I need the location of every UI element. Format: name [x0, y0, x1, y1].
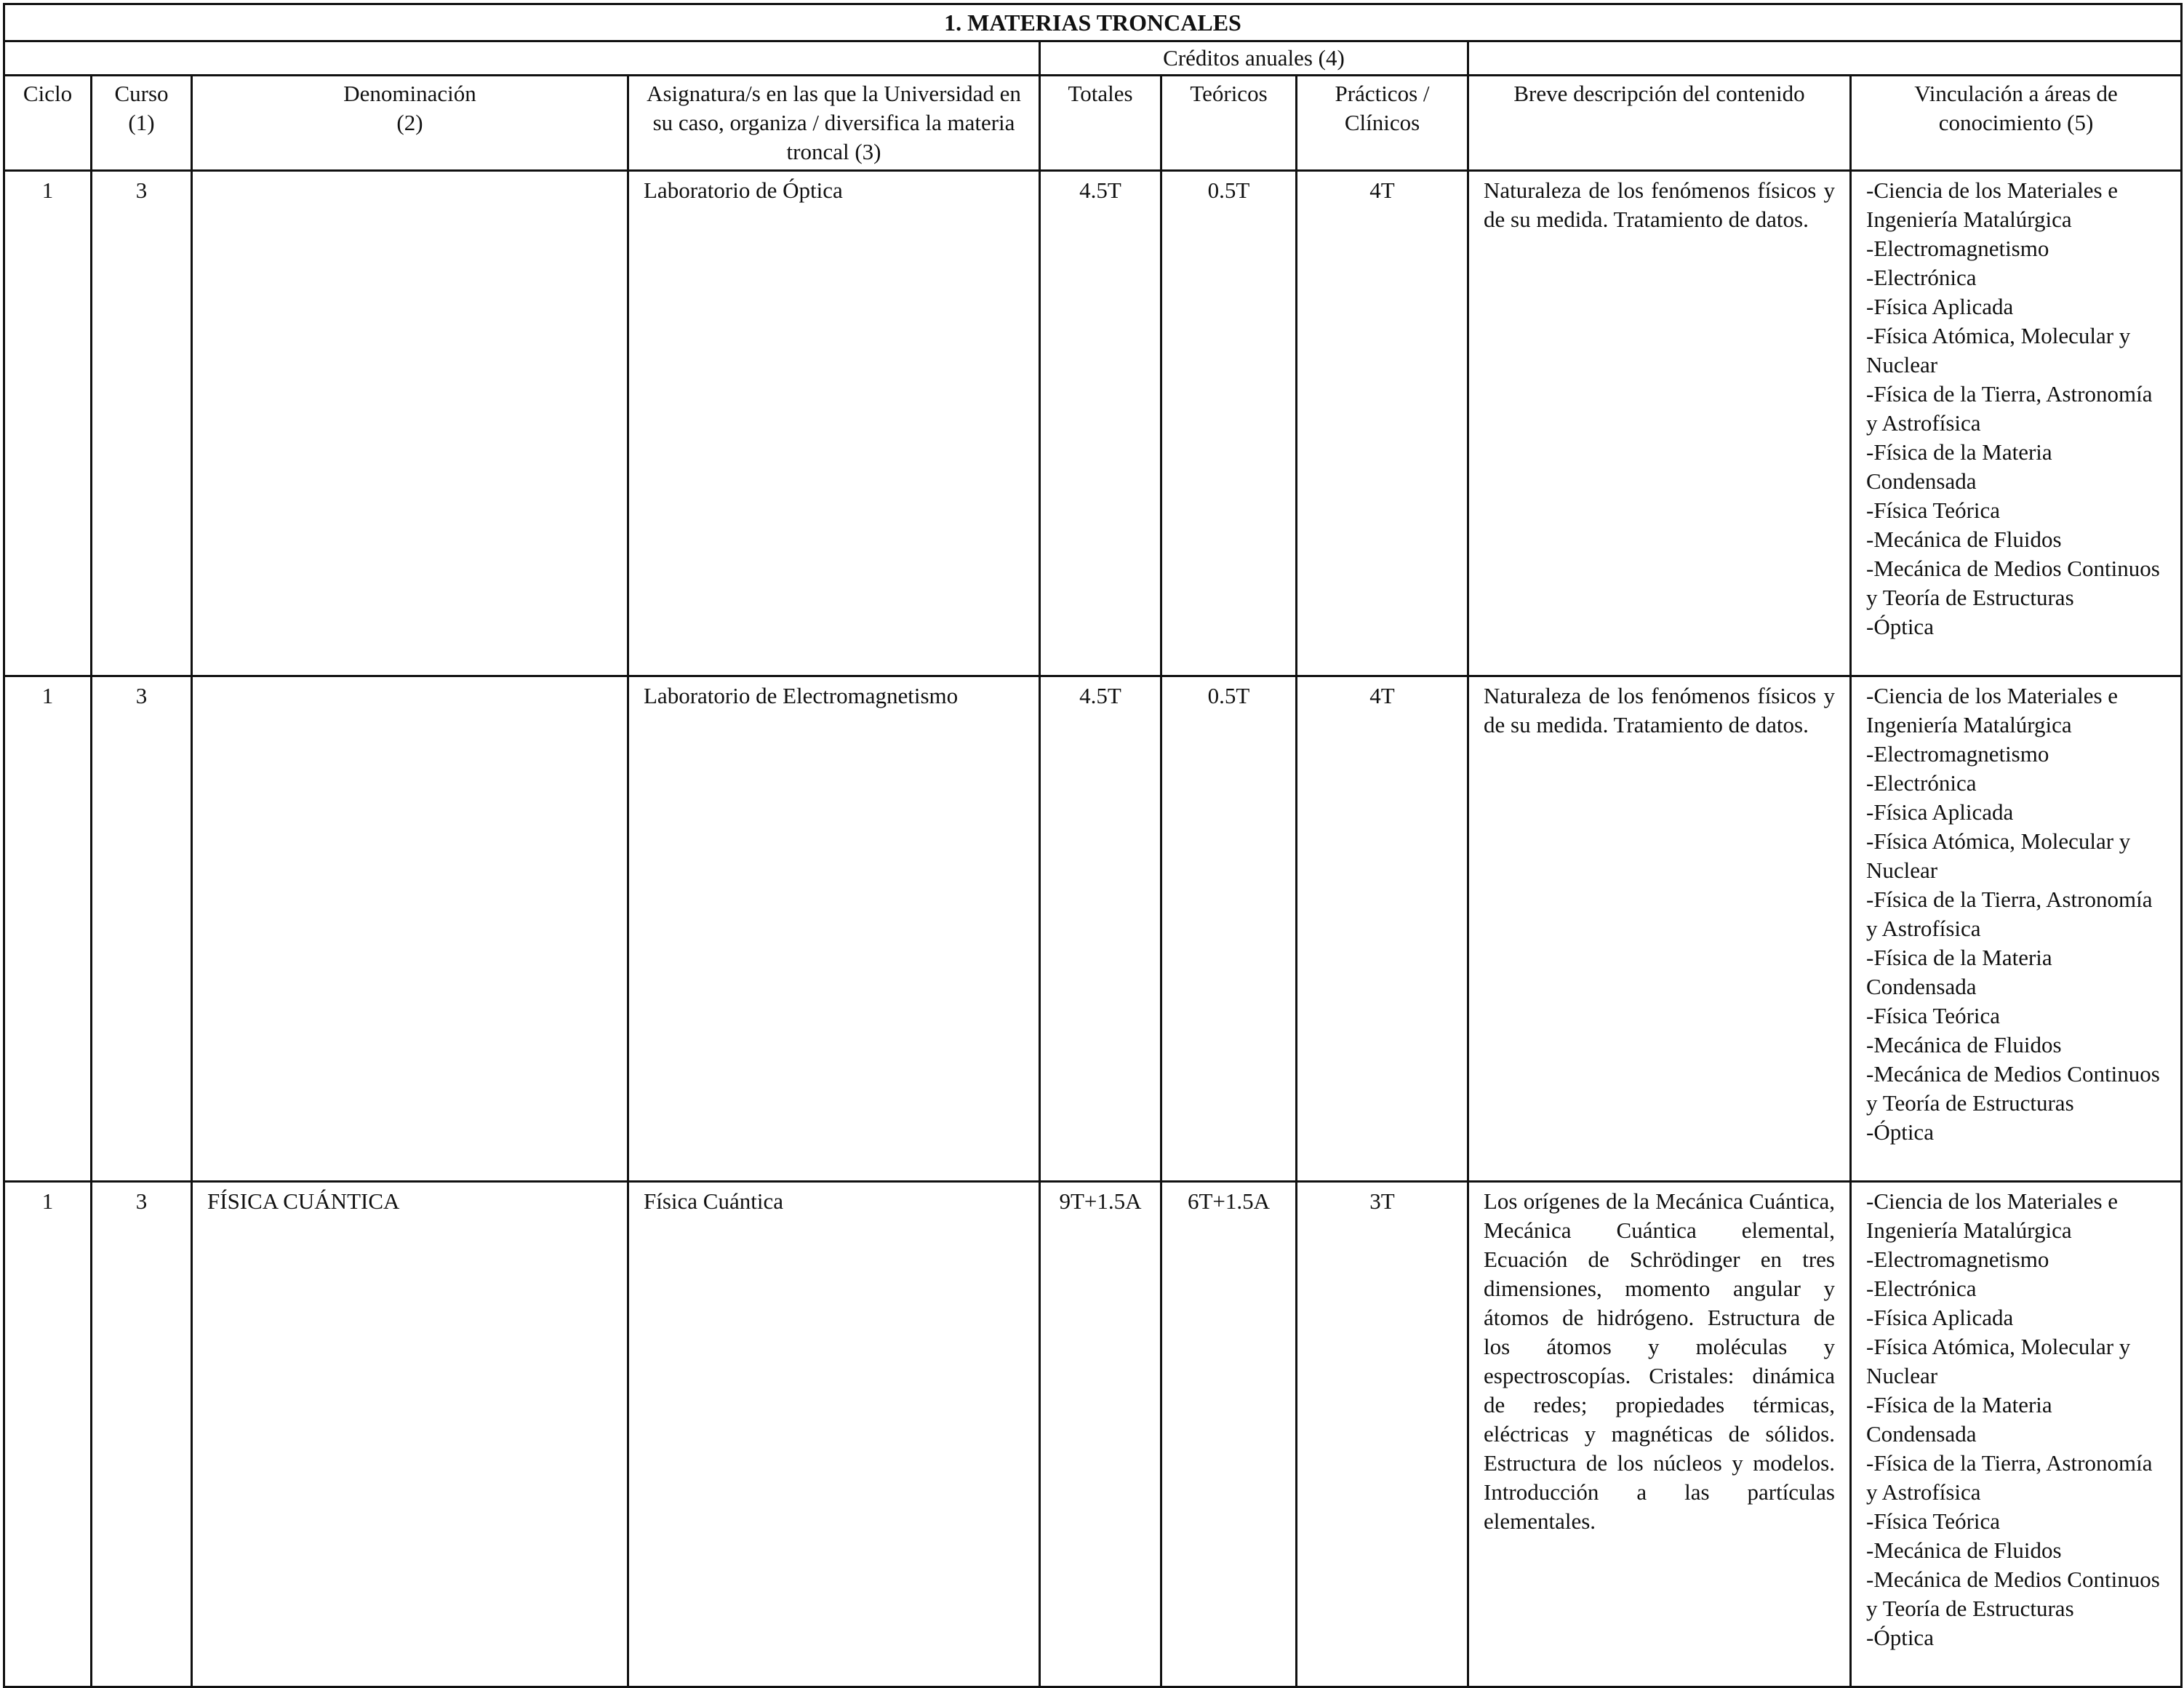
area-item: -Óptica	[1866, 1119, 1934, 1145]
area-item: -Mecánica de Fluidos	[1866, 1032, 2062, 1057]
teoricos-cell: 6T+1.5A	[1161, 1182, 1297, 1687]
areas-cell	[1851, 1182, 2182, 1687]
asignatura-cell: Física Cuántica	[628, 1182, 1040, 1687]
practicos-cell: 4T	[1297, 171, 1468, 676]
area-item: -Electromagnetismo	[1866, 1247, 2049, 1272]
header-asignatura: Asignatura/s en las que la Universidad en su caso, organiza / diversifica la materia troncal (3)	[628, 76, 1040, 171]
curso-cell: 3	[92, 1182, 192, 1687]
descripcion-cell: Naturaleza de los fenómenos físicos y de su medida. Tratamiento de datos.	[1468, 171, 1851, 676]
totales-cell: 4.5T	[1040, 171, 1161, 676]
area-item: -Electromagnetismo	[1866, 236, 2049, 261]
area-item: -Ciencia de los Materiales e Ingeniería Matalúrgica	[1866, 1188, 2119, 1243]
area-item: -Física Atómica, Molecular y Nuclear	[1866, 828, 2131, 883]
teoricos-cell: 0.5T	[1161, 171, 1297, 676]
area-item: -Mecánica de Medios Continuos y Teoría de Estructuras	[1866, 556, 2160, 610]
area-item: -Ciencia de los Materiales e Ingeniería Matalúrgica	[1866, 177, 2119, 232]
ciclo-cell: 1	[4, 1182, 92, 1687]
table-title: 1. MATERIAS TRONCALES	[4, 4, 2182, 41]
header-ciclo: Ciclo	[4, 76, 92, 171]
areas-cell	[1851, 676, 2182, 1182]
header-totales: Totales	[1040, 76, 1161, 171]
denominacion-cell: FÍSICA CUÁNTICA	[192, 1182, 628, 1687]
header-vinculacion: Vinculación a áreas de conocimiento (5)	[1851, 76, 2182, 171]
header-descripcion: Breve descripción del contenido	[1468, 76, 1851, 171]
area-item: -Ciencia de los Materiales e Ingeniería Matalúrgica	[1866, 683, 2119, 737]
area-item: -Electrónica	[1866, 265, 1977, 290]
practicos-cell: 3T	[1297, 1182, 1468, 1687]
ciclo-cell: 1	[4, 676, 92, 1182]
header-spacer	[4, 41, 1040, 76]
table-row	[4, 1182, 2182, 1687]
descripcion-cell: Naturaleza de los fenómenos físicos y de su medida. Tratamiento de datos.	[1468, 676, 1851, 1182]
area-item: -Física Aplicada	[1866, 799, 2014, 825]
denominacion-cell	[192, 676, 628, 1182]
area-item: -Física de la Tierra, Astronomía y Astrofísica	[1866, 1450, 2153, 1505]
area-item: -Física Teórica	[1866, 1003, 2001, 1028]
descripcion-cell: Los orígenes de la Mecánica Cuántica, Mecánica Cuántica elemental, Ecuación de Schrödinger en tres dimensiones, momento angular y átomos de hidrógeno. Estructura de los átomos y moléculas y espectroscopías. Cristales: dinámica de redes; propiedades térmicas, eléctricas y magnéticas de sólidos. Estructura de los núcleos y modelos. Introducción a las partículas elementales.	[1468, 1182, 1851, 1687]
area-item: -Física Teórica	[1866, 497, 2001, 523]
area-item: -Electrónica	[1866, 1276, 1977, 1301]
header-practicos: Prácticos / Clínicos	[1297, 76, 1468, 171]
area-item: -Electrónica	[1866, 770, 1977, 796]
header-spacer-right	[1468, 41, 2182, 76]
areas-cell	[1851, 171, 2182, 676]
area-item: -Física Atómica, Molecular y Nuclear	[1866, 1334, 2131, 1388]
creditos-header: Créditos anuales (4)	[1040, 41, 1468, 76]
area-item: -Mecánica de Fluidos	[1866, 527, 2062, 552]
header-denominacion: Denominación (2)	[192, 76, 628, 171]
area-item: -Física de la Tierra, Astronomía y Astrofísica	[1866, 887, 2153, 941]
teoricos-cell: 0.5T	[1161, 676, 1297, 1182]
area-item: -Mecánica de Medios Continuos y Teoría de Estructuras	[1866, 1567, 2160, 1621]
area-item: -Física Teórica	[1866, 1508, 2001, 1534]
area-item: -Mecánica de Medios Continuos y Teoría de Estructuras	[1866, 1061, 2160, 1116]
header-teoricos: Teóricos	[1161, 76, 1297, 171]
table-row	[4, 676, 2182, 1182]
totales-cell: 9T+1.5A	[1040, 1182, 1161, 1687]
ciclo-cell: 1	[4, 171, 92, 676]
area-item: -Física de la Tierra, Astronomía y Astrofísica	[1866, 381, 2153, 436]
asignatura-cell: Laboratorio de Óptica	[628, 171, 1040, 676]
asignatura-cell: Laboratorio de Electromagnetismo	[628, 676, 1040, 1182]
area-item: -Óptica	[1866, 1625, 1934, 1650]
table-row	[4, 171, 2182, 676]
denominacion-cell	[192, 171, 628, 676]
totales-cell: 4.5T	[1040, 676, 1161, 1182]
header-curso: Curso (1)	[92, 76, 192, 171]
area-item: -Física Aplicada	[1866, 1305, 2014, 1330]
area-item: -Física de la Materia Condensada	[1866, 945, 2052, 999]
curso-cell: 3	[92, 676, 192, 1182]
practicos-cell: 4T	[1297, 676, 1468, 1182]
area-item: -Física Atómica, Molecular y Nuclear	[1866, 323, 2131, 377]
curso-cell: 3	[92, 171, 192, 676]
materias-troncales-table	[3, 3, 2183, 1688]
area-item: -Mecánica de Fluidos	[1866, 1537, 2062, 1563]
area-item: -Física de la Materia Condensada	[1866, 439, 2052, 494]
area-item: -Electromagnetismo	[1866, 741, 2049, 767]
area-item: -Óptica	[1866, 614, 1934, 639]
area-item: -Física de la Materia Condensada	[1866, 1392, 2052, 1447]
area-item: -Física Aplicada	[1866, 294, 2014, 319]
